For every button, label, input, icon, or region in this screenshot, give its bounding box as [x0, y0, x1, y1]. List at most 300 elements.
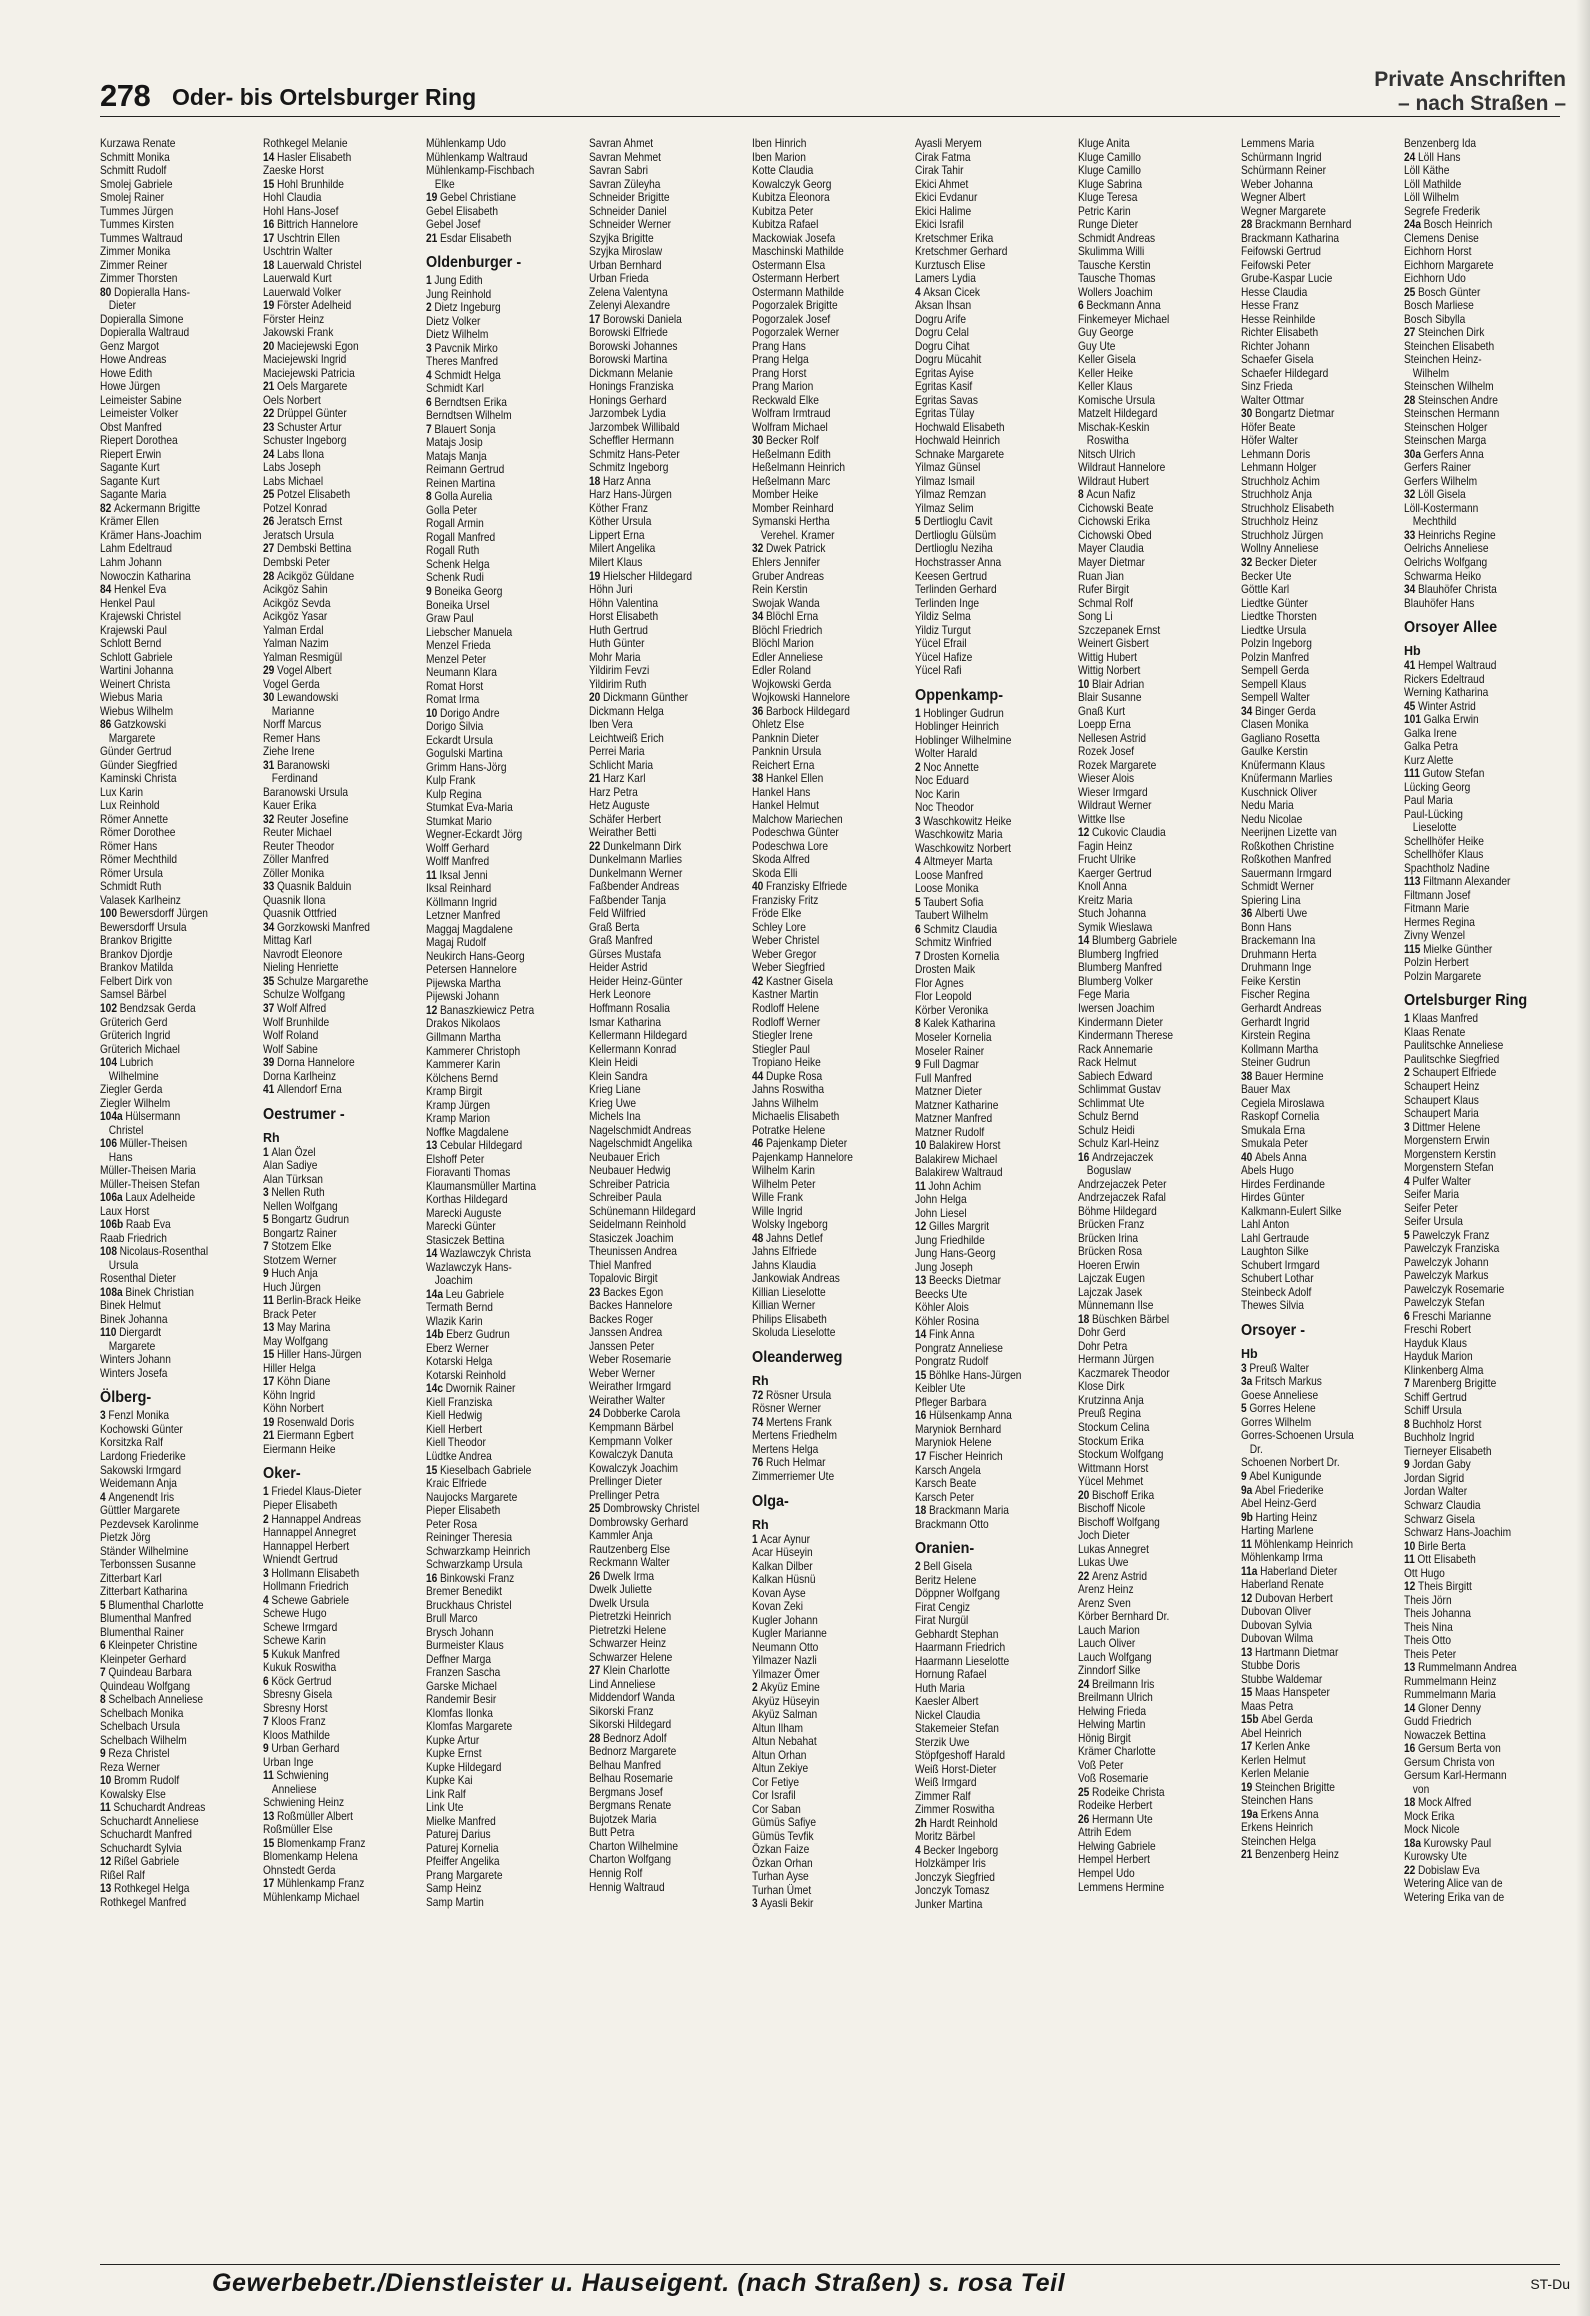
resident-entry	[1404, 556, 1567, 570]
resident-name: Turhan Ayse	[752, 1870, 809, 1884]
resident-name: Lajczak Jasek	[1078, 1285, 1143, 1299]
resident-entry	[915, 434, 1078, 448]
resident-name: Dohr Gerd	[1078, 1326, 1126, 1340]
house-number: 5	[1241, 1402, 1247, 1416]
resident-name: Gebel Elisabeth	[426, 204, 499, 218]
resident-name: Horst Elisabeth	[589, 610, 659, 624]
resident-entry	[1241, 1232, 1404, 1246]
resident-name: Schürmann Ingrid	[1241, 150, 1322, 164]
resident-entry	[752, 1029, 915, 1043]
resident-name: Lux Reinhold	[100, 799, 160, 813]
resident-entry	[1404, 1594, 1567, 1608]
resident-entry	[1404, 943, 1567, 957]
resident-name: Winter Astrid	[1417, 699, 1476, 713]
resident-entry	[589, 1232, 752, 1246]
resident-name: Schubert Irmgard	[1241, 1258, 1320, 1272]
resident-name: Jakowski Frank	[263, 326, 334, 340]
resident-name: Klinkenberg Alma	[1404, 1363, 1484, 1377]
house-number: 6	[915, 922, 921, 936]
street-heading: Oker-	[263, 1465, 301, 1483]
resident-entry	[1078, 1448, 1241, 1462]
resident-entry	[100, 1666, 263, 1680]
resident-entry	[100, 475, 263, 489]
resident-entry	[1404, 259, 1567, 273]
resident-name: Kölchens Bernd	[426, 1071, 499, 1085]
resident-name: Full Manfred	[915, 1071, 972, 1085]
house-number: 26	[589, 1569, 601, 1583]
resident-name: Guy George	[1078, 326, 1134, 340]
resident-entry	[752, 637, 915, 651]
resident-name: Tausche Kerstin	[1078, 258, 1151, 272]
resident-entry	[589, 1556, 752, 1570]
resident-entry	[1078, 691, 1241, 705]
resident-entry	[263, 975, 426, 989]
resident-name: Köhn Diane	[276, 1375, 331, 1389]
resident-entry	[1404, 902, 1567, 916]
resident-entry	[915, 1004, 1078, 1018]
resident-entry	[752, 1843, 915, 1857]
resident-entry	[1241, 664, 1404, 678]
resident-entry	[589, 1664, 752, 1678]
resident-entry	[426, 1220, 589, 1234]
house-number: 19	[589, 569, 601, 583]
resident-name: Wolff Gerhard	[426, 841, 490, 855]
resident-entry	[589, 664, 752, 678]
resident-entry	[263, 1567, 426, 1581]
resident-name: Hennig Rolf	[589, 1867, 643, 1880]
resident-entry	[100, 1151, 263, 1165]
resident-name: Quasnik Balduin	[276, 880, 352, 894]
resident-name: Liedtke Thorsten	[1241, 610, 1317, 624]
resident-entry	[426, 315, 589, 329]
resident-name: Schlott Bernd	[100, 637, 162, 651]
resident-name: Wolfram Michael	[752, 420, 828, 434]
resident-name: Schewe Irmgard	[263, 1620, 338, 1634]
resident-entry	[752, 1137, 915, 1151]
resident-name: Wittig Hubert	[1078, 650, 1137, 664]
resident-name: Reichert Erna	[752, 758, 815, 772]
resident-name: Pfeiffer Angelika	[426, 1855, 500, 1869]
resident-name: Berlin-Brack Heike	[276, 1294, 361, 1308]
resident-entry	[915, 1641, 1078, 1655]
resident-name: Kukuk Roswitha	[263, 1661, 337, 1675]
resident-name: Egritas Kasif	[915, 380, 973, 394]
resident-name: Eberz Gudrun	[446, 1328, 510, 1342]
resident-entry	[1241, 975, 1404, 989]
resident-entry	[426, 585, 589, 599]
street-heading: Orsoyer Allee	[1404, 619, 1498, 637]
house-number: 15	[1241, 1686, 1253, 1700]
resident-entry	[1078, 1151, 1241, 1165]
resident-entry	[1078, 610, 1241, 624]
resident-entry	[1404, 1499, 1567, 1513]
resident-entry	[752, 299, 915, 313]
resident-entry	[1241, 515, 1404, 529]
resident-name: Theres Manfred	[426, 355, 499, 369]
resident-entry	[1078, 745, 1241, 759]
house-number: 1	[915, 706, 921, 720]
resident-entry	[100, 1124, 263, 1138]
resident-name: Löll Hans	[1417, 150, 1461, 164]
resident-entry	[263, 1200, 426, 1214]
resident-name: Dwornik Rainer	[445, 1382, 516, 1396]
resident-name: Mühlenkamp-Fischbach	[426, 164, 535, 178]
resident-entry	[752, 1097, 915, 1111]
resident-name: Cor Israfil	[752, 1789, 796, 1803]
resident-name: Wollers Joachim	[1078, 285, 1153, 299]
resident-name: Butt Petra	[589, 1826, 635, 1840]
resident-name: Michaelis Elisabeth	[752, 1110, 840, 1124]
resident-name: Liebscher Manuela	[426, 625, 513, 639]
resident-name: Lemmens Hermine	[1078, 1880, 1165, 1894]
resident-entry	[1078, 1083, 1241, 1097]
resident-entry	[752, 1573, 915, 1587]
resident-entry	[915, 1207, 1078, 1221]
resident-name: Reza Werner	[100, 1760, 160, 1774]
resident-name: Stotzem Werner	[263, 1253, 337, 1267]
resident-entry	[1241, 1538, 1404, 1552]
resident-entry	[589, 1245, 752, 1259]
resident-name: Weber Gregor	[752, 947, 817, 961]
resident-name: Lukas Annegret	[1078, 1542, 1149, 1556]
resident-name: Lahl Gertraude	[1241, 1231, 1310, 1245]
house-number: 30a	[1404, 447, 1422, 461]
resident-name: Guy Ute	[1078, 339, 1116, 353]
resident-name: Turhan Ümet	[752, 1883, 812, 1897]
house-number: 17	[263, 1877, 275, 1891]
resident-entry	[1241, 313, 1404, 327]
resident-name: Wojkowski Gerda	[752, 677, 832, 691]
resident-entry	[1241, 624, 1404, 638]
resident-entry	[915, 407, 1078, 421]
resident-entry	[752, 502, 915, 516]
street-heading: Oestrumer -	[263, 1105, 345, 1123]
resident-entry	[1404, 1513, 1567, 1527]
resident-name: Ott Hugo	[1404, 1566, 1445, 1580]
house-number: 25	[1078, 1785, 1090, 1799]
resident-name: Kretschmer Erika	[915, 231, 994, 245]
resident-entry	[915, 1247, 1078, 1261]
resident-name: Keibler Ute	[915, 1382, 966, 1396]
resident-name: Rodloff Helene	[752, 1002, 820, 1015]
resident-name: Morgenstern Kerstin	[1404, 1147, 1496, 1161]
house-number: 9	[426, 584, 432, 598]
resident-name: Wetering Alice van de	[1404, 1877, 1503, 1891]
resident-entry	[263, 1891, 426, 1905]
resident-name: Sinz Frieda	[1241, 380, 1293, 394]
resident-name: Leimeister Sabine	[100, 393, 182, 407]
resident-name: Blauhöfer Christa	[1417, 583, 1497, 597]
resident-entry	[1241, 1713, 1404, 1727]
resident-name: Maryniok Helene	[915, 1436, 992, 1450]
resident-name: Hönig Birgit	[1078, 1731, 1131, 1745]
house-number: 24a	[1404, 218, 1422, 232]
street-heading: Olga-	[752, 1492, 789, 1510]
house-number: 25	[1404, 285, 1416, 299]
resident-name: Binek Johanna	[100, 1312, 168, 1326]
resident-entry	[752, 907, 915, 921]
house-number: 26	[1078, 1812, 1090, 1826]
resident-name: Schelbach Anneliese	[108, 1693, 204, 1707]
resident-entry	[589, 448, 752, 462]
house-number: 9	[915, 1058, 921, 1072]
resident-name: Harz Petra	[589, 785, 638, 799]
resident-entry	[589, 502, 752, 516]
resident-name: Quindeau Barbara	[108, 1666, 192, 1680]
resident-entry	[915, 191, 1078, 205]
resident-entry	[426, 882, 589, 896]
resident-name: Kastner Gisela	[765, 974, 833, 988]
resident-entry	[1078, 1353, 1241, 1367]
resident-name: Kupke Artur	[426, 1733, 480, 1747]
resident-entry	[426, 936, 589, 950]
resident-entry	[263, 1594, 426, 1608]
resident-name: Schuster Ingeborg	[263, 434, 347, 448]
resident-entry	[263, 921, 426, 935]
house-number: 15	[915, 1368, 927, 1382]
resident-name: Jung Joseph	[915, 1260, 973, 1274]
resident-entry	[1078, 1380, 1241, 1394]
resident-name: Akyüz Emine	[760, 1681, 820, 1695]
resident-entry	[752, 1056, 915, 1070]
resident-name: Bednorz Margarete	[589, 1745, 677, 1759]
resident-name: Kraic Elfriede	[426, 1477, 487, 1491]
resident-name: Savran Mehmet	[589, 150, 662, 164]
resident-entry	[589, 299, 752, 313]
resident-entry	[915, 1830, 1078, 1844]
resident-entry	[263, 1580, 426, 1594]
resident-entry	[589, 1853, 752, 1867]
resident-entry	[589, 786, 752, 800]
resident-entry	[1078, 799, 1241, 813]
resident-name: Schley Lore	[752, 920, 806, 934]
resident-name: Lardong Friederike	[100, 1449, 186, 1463]
house-number: 106	[100, 1137, 118, 1151]
resident-name: Dwelk Ursula	[589, 1596, 650, 1610]
resident-entry	[1078, 934, 1241, 948]
resident-entry	[100, 232, 263, 246]
resident-name: Lauerwald Kurt	[263, 272, 332, 286]
resident-entry	[1078, 529, 1241, 543]
resident-entry	[752, 813, 915, 827]
resident-name: Binkowski Franz	[439, 1571, 515, 1585]
resident-name: Bendzsak Gerda	[119, 1002, 196, 1015]
house-number: 44	[752, 1069, 764, 1083]
house-number: 18	[263, 258, 275, 272]
resident-name: Kieselbach Gabriele	[439, 1463, 532, 1477]
resident-entry	[589, 367, 752, 381]
resident-entry	[263, 272, 426, 286]
house-number: 14c	[426, 1382, 444, 1396]
resident-entry	[1404, 164, 1567, 178]
resident-entry	[263, 880, 426, 894]
resident-entry	[426, 734, 589, 748]
resident-name: Zimmer Ralf	[915, 1789, 971, 1803]
resident-name: Zöller Manfred	[263, 853, 329, 867]
resident-name: Kulp Regina	[426, 787, 482, 801]
house-number: 7	[263, 1240, 269, 1254]
resident-name: Eichhorn Margarete	[1404, 258, 1494, 272]
resident-entry	[752, 1816, 915, 1830]
resident-entry	[589, 637, 752, 651]
resident-entry	[915, 1180, 1078, 1194]
resident-name: Michels Ina	[589, 1110, 641, 1124]
resident-entry	[100, 583, 263, 597]
resident-entry	[1241, 151, 1404, 165]
resident-name: Rummelmann Heinz	[1404, 1674, 1497, 1688]
resident-name: Kerlen Anke	[1254, 1740, 1311, 1754]
resident-entry	[589, 164, 752, 178]
resident-entry	[1241, 772, 1404, 786]
resident-name: Römer Mechthild	[100, 853, 178, 867]
resident-entry	[1241, 1835, 1404, 1849]
resident-entry	[263, 1348, 426, 1362]
resident-entry	[752, 232, 915, 246]
resident-entry	[100, 1612, 263, 1626]
resident-entry	[589, 961, 752, 975]
resident-name: Kovan Ayse	[752, 1586, 806, 1600]
resident-name: Pawelczyk Johann	[1404, 1255, 1489, 1269]
resident-entry	[1404, 835, 1567, 849]
house-number: 33	[263, 880, 275, 894]
resident-entry	[1241, 407, 1404, 421]
resident-name: Kluge Anita	[1078, 137, 1130, 150]
resident-name: Rufer Birgit	[1078, 583, 1130, 597]
resident-name: Blumberg Volker	[1078, 974, 1153, 988]
resident-entry	[915, 1695, 1078, 1709]
resident-entry	[1078, 1029, 1241, 1043]
resident-entry	[1241, 1178, 1404, 1192]
house-number: 13	[1241, 1645, 1253, 1659]
resident-entry	[1078, 718, 1241, 732]
resident-name: Preuß Walter	[1249, 1361, 1310, 1375]
house-number: 3	[1404, 1120, 1410, 1134]
resident-name: Roßmüller Albert	[276, 1809, 353, 1823]
resident-name: Wilhelmine	[108, 1069, 159, 1083]
house-number: 19	[1241, 1780, 1253, 1794]
resident-entry	[1078, 1583, 1241, 1597]
resident-name: Pongratz Anneliese	[915, 1341, 1003, 1355]
resident-name: Romat Horst	[426, 679, 484, 693]
resident-name: Wegner-Eckardt Jörg	[426, 828, 523, 842]
resident-entry	[752, 1776, 915, 1790]
resident-name: Polzin Ingeborg	[1241, 637, 1312, 651]
resident-entry	[752, 1232, 915, 1246]
resident-name: Löll-Kostermann	[1404, 501, 1479, 515]
resident-name: Bell Gisela	[923, 1560, 973, 1574]
resident-entry	[426, 1626, 589, 1640]
resident-name: Berndtsen Erika	[434, 395, 507, 409]
resident-name: Liedtke Ursula	[1241, 623, 1307, 637]
resident-name: May Wolfgang	[263, 1334, 329, 1348]
resident-entry	[100, 1639, 263, 1653]
resident-name: Hankel Ellen	[765, 772, 824, 786]
resident-entry	[426, 909, 589, 923]
resident-name: Cegiela Miroslawa	[1241, 1096, 1325, 1110]
resident-entry	[263, 218, 426, 232]
house-number: 20	[263, 339, 275, 353]
resident-entry	[426, 990, 589, 1004]
resident-entry	[915, 963, 1078, 977]
resident-name: Schelbach Monika	[100, 1706, 184, 1720]
resident-entry	[752, 1749, 915, 1763]
resident-entry	[1404, 1837, 1567, 1851]
resident-entry	[1241, 1137, 1404, 1151]
resident-entry	[263, 542, 426, 556]
resident-name: Graß Manfred	[589, 934, 653, 948]
resident-entry	[426, 1139, 589, 1153]
house-number: 27	[263, 542, 275, 556]
house-number: 11	[1404, 1553, 1415, 1567]
house-number: 24	[263, 447, 275, 461]
resident-name: Rack Helmut	[1078, 1056, 1137, 1070]
resident-entry	[752, 705, 915, 719]
resident-entry	[100, 664, 263, 678]
resident-entry	[1404, 1580, 1567, 1594]
resident-entry	[752, 1614, 915, 1628]
resident-entry	[1404, 1458, 1567, 1472]
resident-name: Maciejewski Egon	[276, 339, 359, 353]
resident-name: Prellinger Dieter	[589, 1475, 663, 1489]
resident-name: Golla Peter	[426, 503, 478, 517]
resident-entry	[100, 610, 263, 624]
resident-entry	[1241, 610, 1404, 624]
resident-name: Kloos Franz	[271, 1715, 326, 1729]
resident-entry	[915, 164, 1078, 178]
resident-name: Haarmann Friedrich	[915, 1641, 1006, 1655]
resident-entry	[915, 1409, 1078, 1423]
resident-name: Steinschen Wilhelm	[1404, 380, 1494, 394]
resident-entry	[1241, 961, 1404, 975]
resident-name: Weirather Walter	[589, 1393, 665, 1407]
resident-name: Randemir Besir	[426, 1693, 497, 1707]
resident-entry	[589, 1191, 752, 1205]
house-number: 1	[263, 1485, 269, 1499]
resident-entry	[589, 1583, 752, 1597]
resident-name: Filtmann Josef	[1404, 888, 1471, 902]
resident-name: Schaupert Klaus	[1404, 1093, 1479, 1107]
resident-name: Römer Hans	[100, 839, 158, 853]
resident-name: Jahns Roswitha	[752, 1083, 825, 1097]
resident-name: Keller Heike	[1078, 366, 1134, 380]
resident-entry	[1404, 1377, 1567, 1391]
resident-name: Leimeister Volker	[100, 407, 179, 421]
house-number: 84	[100, 583, 112, 597]
resident-entry	[1078, 570, 1241, 584]
resident-name: Bosch Günter	[1417, 285, 1481, 299]
house-number: 24	[1078, 1677, 1090, 1691]
resident-name: Steinchen Hans	[1241, 1794, 1314, 1808]
resident-entry	[1241, 299, 1404, 313]
resident-name: Kluge Camillo	[1078, 150, 1141, 164]
resident-entry	[589, 718, 752, 732]
resident-name: Abel Heinz-Gerd	[1241, 1497, 1317, 1511]
resident-name: Zimmer Thorsten	[100, 272, 178, 286]
resident-entry	[752, 151, 915, 165]
resident-entry	[426, 774, 589, 788]
resident-name: Anneliese	[271, 1782, 317, 1796]
resident-name: Bongartz Rainer	[263, 1226, 337, 1240]
resident-name: Haberland Renate	[1241, 1578, 1324, 1592]
resident-name: Pawelczyk Rosemarie	[1404, 1282, 1505, 1296]
resident-name: Hiller Hans-Jürgen	[276, 1348, 362, 1362]
resident-name: Matzelt Hildegard	[1078, 407, 1158, 421]
resident-name: Menzel Frieda	[426, 639, 491, 653]
resident-name: Dubovan Wilma	[1241, 1632, 1314, 1646]
resident-entry	[752, 1402, 915, 1416]
resident-entry	[915, 367, 1078, 381]
resident-entry	[263, 1864, 426, 1878]
